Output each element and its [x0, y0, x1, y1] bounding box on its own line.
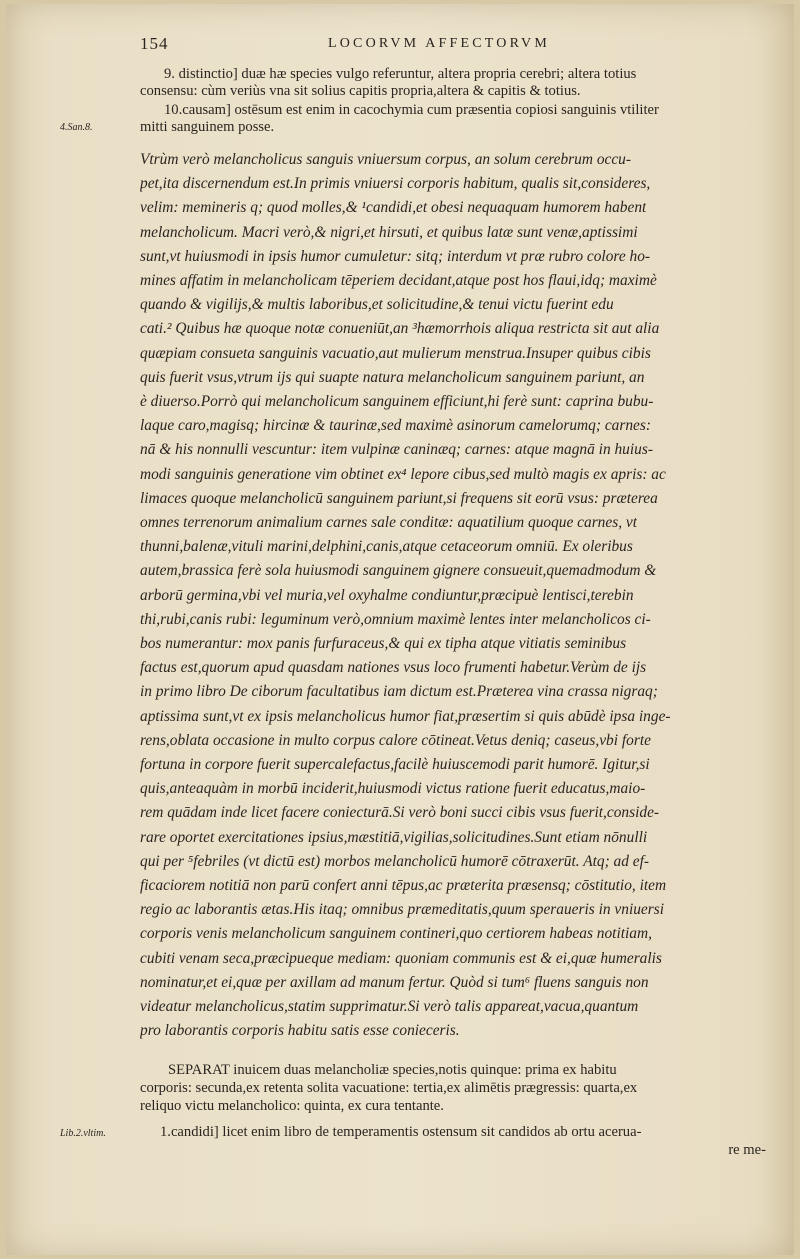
- catchword: re me-: [728, 1142, 766, 1158]
- text-line: velim: memineris q; quod molles,& ¹candidi,et obesi nequaquam humorem habent: [140, 199, 647, 217]
- text-line: arborū germina,vbi vel muria,vel oxyhalme condiuntur,præcipuè lentisci,terebin: [140, 586, 634, 604]
- text-line: rens,oblata occasione in multo corpus calore cōtineat.Vetus deniq; caseus,vbi forte: [140, 731, 651, 749]
- text-line: bos numerantur: mox panis furfuraceus,& qui ex tipha atque vitiatis seminibus: [140, 635, 627, 652]
- text-line: nā & his nonnulli vescuntur: item vulpinæ caninæq; carnes: atque magnā in huius-: [140, 441, 653, 459]
- text-line: omnes terrenorum animalium carnes sale conditæ: aquatilium quoque carnes, vt: [140, 514, 638, 531]
- text-line: corporis: secunda,ex retenta solita vacuatione: tertia,ex alimētis prægressis: quarta,ex: [140, 1080, 638, 1096]
- text-line: pro laborantis corporis habitu satis esse conieceris.: [140, 1022, 460, 1040]
- text-line: factus est,quorum apud quasdam nationes vsus loco frumenti habetur.Verùm de ijs: [140, 659, 647, 677]
- text-line: 9. distinctio] duæ hæ species vulgo referuntur, altera propria cerebri; altera totius: [164, 66, 637, 82]
- text-line: 10.causam] ostēsum est enim in cacochymia cum præsentia copiosi sanguinis vtiliter: [164, 102, 659, 118]
- text-line: regio ac laborantis ætas.His itaq; omnibus præmeditatis,quum speraueris in vniuersi: [140, 901, 665, 919]
- text-line: limaces quoque melancholicū sanguinem pariunt,si frequens sit eorū vsus: præterea: [140, 489, 658, 507]
- running-title: LOCORVM AFFECTORVM: [328, 36, 550, 51]
- text-line: quæpiam consueta sanguinis vacuatio,aut mulierum menstrua.Insuper quibus cibis: [140, 344, 651, 362]
- text-line: rem quādam inde licet facere coniecturā.Si verò boni succi cibis vsus fuerit,conside-: [140, 804, 660, 822]
- text-line: rare oportet exercitationes ipsius,mæstitiā,vigilias,solicitudines.Sunt etiam nōnulli: [140, 828, 648, 846]
- text-line: thi,rubi,canis rubi: leguminum verò,omnium maximè lentes inter melancholicos ci-: [140, 610, 651, 628]
- text-line: consensu: cùm veriùs vna sit solius capitis propria,altera & capitis & totius.: [140, 83, 581, 99]
- text-line: fortuna in corpore fuerit supercalefactus,facilè huiuscemodi parit humorē. Igitur,si: [140, 756, 650, 773]
- text-line: ficaciorem notitiā non parū confert anni tēpus,ac præterita præsensq; cōstitutio, item: [140, 877, 667, 894]
- margin-note-2: Lib.2.vltim.: [60, 1128, 106, 1139]
- text-line: laque caro,magisq; hircinæ & taurinæ,sed maximè asinorum camelorumq; carnes:: [140, 417, 651, 435]
- text-line: mitti sanguinem posse.: [140, 119, 275, 135]
- text-line: cati.² Quibus hæ quoque notæ conueniūt,an ³hæmorrhois aliqua restricta sit aut alia: [140, 320, 660, 338]
- text-line: qui per ⁵febriles (vt dictū est) morbos melancholicū humorē cōtraxerūt. Atq; ad ef-: [140, 852, 650, 870]
- text-line: autem,brassica ferè sola huiusmodi sanguinem gignere consueuit,quemadmodum &: [140, 562, 657, 580]
- text-line: reliquo victu melancholico: quinta, ex cura tentante.: [140, 1098, 444, 1114]
- text-line: pet,ita discernendum est.In primis vniuersi corporis habitum, qualis sit,consideres,: [140, 175, 651, 193]
- text-line: quando & vigilijs,& multis laboribus,et solicitudine,& tenui victu fuerint edu: [140, 296, 614, 314]
- text-line: thunni,balenæ,vituli marini,delphini,canis,atque cetaceorum omniū. Ex oleribus: [140, 538, 633, 556]
- text-line: è diuerso.Porrò qui melancholicum sanguinem efficiunt,hi ferè sunt: caprina bubu-: [140, 393, 654, 410]
- page-number: 154: [140, 34, 169, 53]
- text-line: quis fuerit vsus,vtrum ijs qui suapte natura melancholicum sanguinem pariunt, an: [140, 368, 645, 386]
- text-line: melancholicum. Macri verò,& nigri,et hirsuti, et quibus latæ sunt venæ,aptissimi: [140, 223, 638, 241]
- text-line: modi sanguinis generatione vim obtinet ex⁴ lepore cibus,sed multò magis ex apris: ac: [140, 465, 666, 483]
- text-line: mines affatim in melancholicam tēperiem decidant,atque post hos flaui,idq; maximè: [140, 272, 657, 289]
- text-line: Vtrùm verò melancholicus sanguis vniuersum corpus, an solum cerebrum occu-: [140, 151, 631, 168]
- text-line: videatur melancholicus,statim supprimatur.Si verò talis appareat,vacua,quantum: [140, 998, 639, 1015]
- text-line: 1.candidi] licet enim libro de temperamentis ostensum sit candidos ab ortu acerua-: [160, 1124, 642, 1140]
- text-line: corporis venis melancholicum sanguinem contineri,quo certiorem habeas notitiam,: [140, 925, 652, 943]
- text-line: quis,anteaquàm in morbū inciderit,huiusmodi victus ratione fuerit educatus,maio-: [140, 780, 646, 798]
- text-line: sunt,vt huiusmodi in ipsis humor cumuletur: sitq; interdum vt præ rubro colore ho-: [140, 247, 651, 265]
- running-header: [0, 34, 800, 58]
- text-line: aptissima sunt,vt ex ipsis melancholicus humor fiat,præsertim si quis abūdè ipsa inge-: [140, 707, 671, 725]
- margin-note-1: 4.San.8.: [60, 122, 93, 133]
- text-line: in primo libro De ciborum facultatibus iam dictum est.Præterea vina crassa nigraq;: [140, 683, 658, 701]
- text-line: SEPARAT inuicem duas melancholiæ species,notis quinque: prima ex habitu: [168, 1062, 617, 1078]
- text-line: nominatur,et ei,quæ per axillam ad manum fertur. Quòd si tum⁶ fluens sanguis non: [140, 973, 649, 991]
- text-line: cubiti venam seca,præcipueque mediam: quoniam communis est & ei,quæ humeralis: [140, 949, 662, 967]
